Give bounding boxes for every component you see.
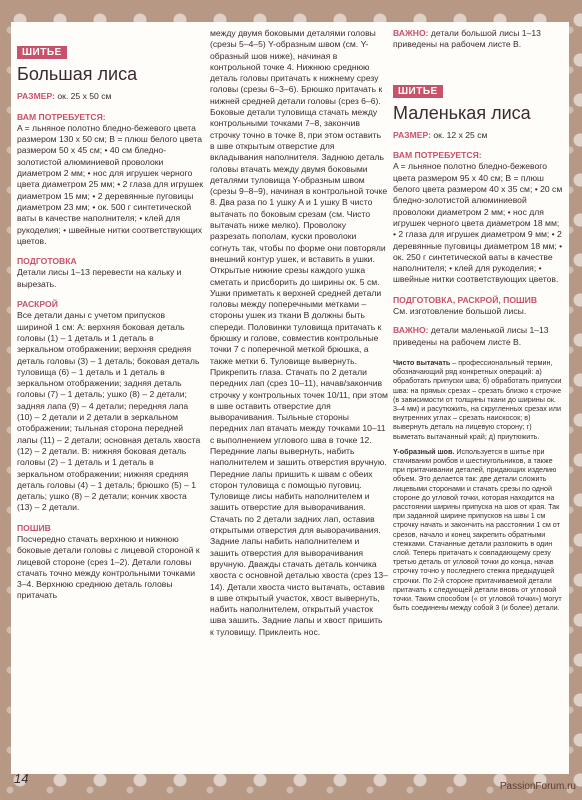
materials-heading: ВАМ ПОТРЕБУЕТСЯ: [17,111,106,122]
materials-text: A = льняное полотно бледно-бежевого цвета размером 130 х 50 см; B = плюш белого цвета размером 50 х 45 см; • 40 см бледно-золотистой алюминиевой проволоки диаметром 2 мм; • нос для игрушек черного цвета диаметром 25 мм; • 2 глаза для игрушек диаметром 15 мм; • 2 деревянные пуговицы диаметром 23 мм; • ок. 500 г синтетической ваты в качестве наполнителя; • клей для рукоделия; • швейные нитки соответствующих цветов. [17,122,203,246]
cutting-text: Все детали даны с учетом припусков шириной 1 см: A: верхняя боковая деталь головы (1) – 1 деталь и 1 деталь в зеркальном отображении; верхняя средняя деталь головы (3) – 1 деталь; боковая деталь туловища (6) – 1 деталь и 1 деталь в зеркальном отображении; задняя деталь головы (7) – 1 деталь; ушко (8) – 2 детали; задняя лапа (9) – 4 детали; передняя лапа (10) – 2 детали и 2 детали в зеркальном отображении; тыльная сторона передней лапы (11) – 2 детали; основная деталь хвоста (12) – 2 детали. B: нижняя боковая деталь головы (2) – 1 деталь и 1 деталь в зеркальном отображении; нижняя средняя деталь головы (4) – 1 деталь; брюшко (5) – 1 деталь; ушко (8) – 2 детали; кончик хвоста (13) – 2 детали. [17,310,201,513]
section-badge: ШИТЬЕ [17,46,67,59]
size-line-2: РАЗМЕР: ок. 12 х 25 см [393,129,488,140]
steps-text-2: См. изготовление большой лисы. [393,306,527,317]
prep-text: Детали лисы 1–13 перевести на кальку и вырезать. [17,267,182,289]
page-number: 14 [14,771,29,786]
sewing-heading: ПОШИВ [17,522,51,533]
body-text: между двумя боковыми деталями головы (срезы 5–4–5) Y-образным швом (см. Y-образный шов ниже), начиная в контрольной точке 4. Нижнюю среднюю деталь головы притачать к нижнему срезу головы (срезы 6–3–6). Брюшко притачать к нижней средней детали головы (срез 6–6). Боковые детали туловища стачать между контрольными точками 7–8, закончив строчку точно в точке 8, при этом оставить в шве открытым отверстие для вкладывания наполнителя. Заднюю деталь головы втачать между двумя боковыми деталями туловища Y-образным швом (срезы 9–8–9), начиная в контрольной точке 8. Два раза по 1 ушку A и 1 ушку B чисто вытачать по боковым срезам (см. Чисто вытачать ниже мелко). Проволоку разрезать пополам, куски проволоки согнуть так, чтобы по форме они повторяли внешний контур ушек, и вставить в ушки. Открытые нижние срезы каждого ушка сметать и присборить до ширины ок. 5 см. Ушки приметать к верхней средней детали головы между поперечными метками – стороны ушек из ткани B должны быть спереди. Половинки туловища притачать к брюшку и голове, совместив контрольные точки 7 с поперечной меткой брюшка, а также метки 6. Туловище вывернуть. Прикрепить глаза. Стачать по 2 детали передних лап (срез 10–11), начав/закончив строчку у контрольных точек 10/11, при этом в шве оставить отверстие для выворачивания. Тыльные стороны передних лап втачать между точками 10–11 с выполнением углового шва в точке 12. Переднние лапы вывернуть, набить наполнителем и зашить отверстия вручную. Передние лапы пришить к швам с обеих сторон туловища с помощью пуговиц. Туловище лисы набить наполнителем и зашить отверстие для выворачивания. Стачать по 2 детали задних лап, оставив открытыми отверстия для выворачивания. Задние лапы набить наполнителем и зашить отверстия для выворачивания вручную. Дважды стачать деталь кончика хвоста с основной деталью хвоста (срез 13–14). Детали хвоста чисто вытачать, оставив в шве открытый участок, хвост вывернуть, набить наполнителем, открытый участок шва зашить. Задние лапы и хвост пришить к туловищу. Приклеить нос. [210,28,388,637]
important-note-top: ВАЖНО: детали большой лисы 1–13 приведены на рабочем листе B. [393,28,541,50]
article-title-2: Маленькая лиса [393,102,531,123]
magazine-page [11,22,569,774]
watermark: PassionForum.ru [499,781,576,792]
cutting-heading: РАСКРОЙ [17,299,58,310]
important-note-bottom: ВАЖНО: детали маленькой лисы 1–13 приведены на рабочем листе B. [393,325,549,347]
sewing-text: Посчередно стачать верхнюю и нижнюю боковые детали головы с лицевой стороной к лицевой стороне (срез 1–2). Детали головы стачать точно между контрольными точками 3–4. Верхнюю среднюю деталь головы притачать [17,533,200,601]
prep-heading: ПОДГОТОВКА [17,256,77,267]
materials-heading-2: ВАМ ПОТРЕБУЕТСЯ: [393,150,482,161]
materials-text-2: A = льняное полотно бледно-бежевого цвета размером 95 х 40 см; B = плюш белого цвета размером 40 х 35 см; • 20 см бледно-золотистой алюминиевой проволоки диаметром 2 мм; • нос для игрушек черного цвета диаметром 18 мм; • 2 глаза для игрушек диаметром 9 мм; • 2 деревянные пуговицы диаметром 18 мм; • ок. 250 г синтетической ваты в качестве наполнителя; • клей для рукоделия; • швейные нитки соответствующих цветов. [393,161,563,285]
column-2 [210,28,388,638]
column-1 [17,46,203,602]
section-badge-2: ШИТЬЕ [393,85,443,98]
steps-heading-2: ПОДГОТОВКА, РАСКРОЙ, ПОШИВ [393,294,538,305]
glossary-clean-sewing: Чисто вытачать – профессиональный термин, обозначающий ряд конкретных операций: а) обработать припуски шва; б) обработать припуски шва: на прямых срезах – срезать близко к строчке (в зависимости от толщины ткани до ширины ок. 3–4 мм) и расутюжить, на скругленных срезах или внутренних углах – срезать наискосок; в) вывернуть деталь на лицевую сторону; г) выметать вытачанный край; д) приутюжить. [393,357,562,441]
glossary-y-seam: Y-образный шов. Используется в шитье при стачивании ромбов и шестиугольников, а также при притачивании деталей, придающих изделию объем. Это делается так: две детали сложить лицевыми сторонами и стачать срезы по одной стороне до угловой точки, которая находится на расстоянии ширины припуска на шов от края. Так при заданной ширине припусков на швы 1 см строчку начать и закончить на расстоянии 1 см от срезов, начало и конец закрепить обратными стежками. Стачанные детали разложить в один слой. Теперь притачать к совпадающему срезу третью деталь от угловой точки до конца, начав строчку точно у последнего стежка предыдущей строчки. По 2-й стороне притачиваемой детали притачать к следующей детали вновь от угловой точки. Таким способом (« от угловой точки») могут быть соединены между собой 3 (и более) детали. [393,446,562,613]
column-3 [393,28,563,612]
size-line: РАЗМЕР: ок. 25 х 50 см [17,91,112,102]
article-title: Большая лиса [17,64,138,85]
